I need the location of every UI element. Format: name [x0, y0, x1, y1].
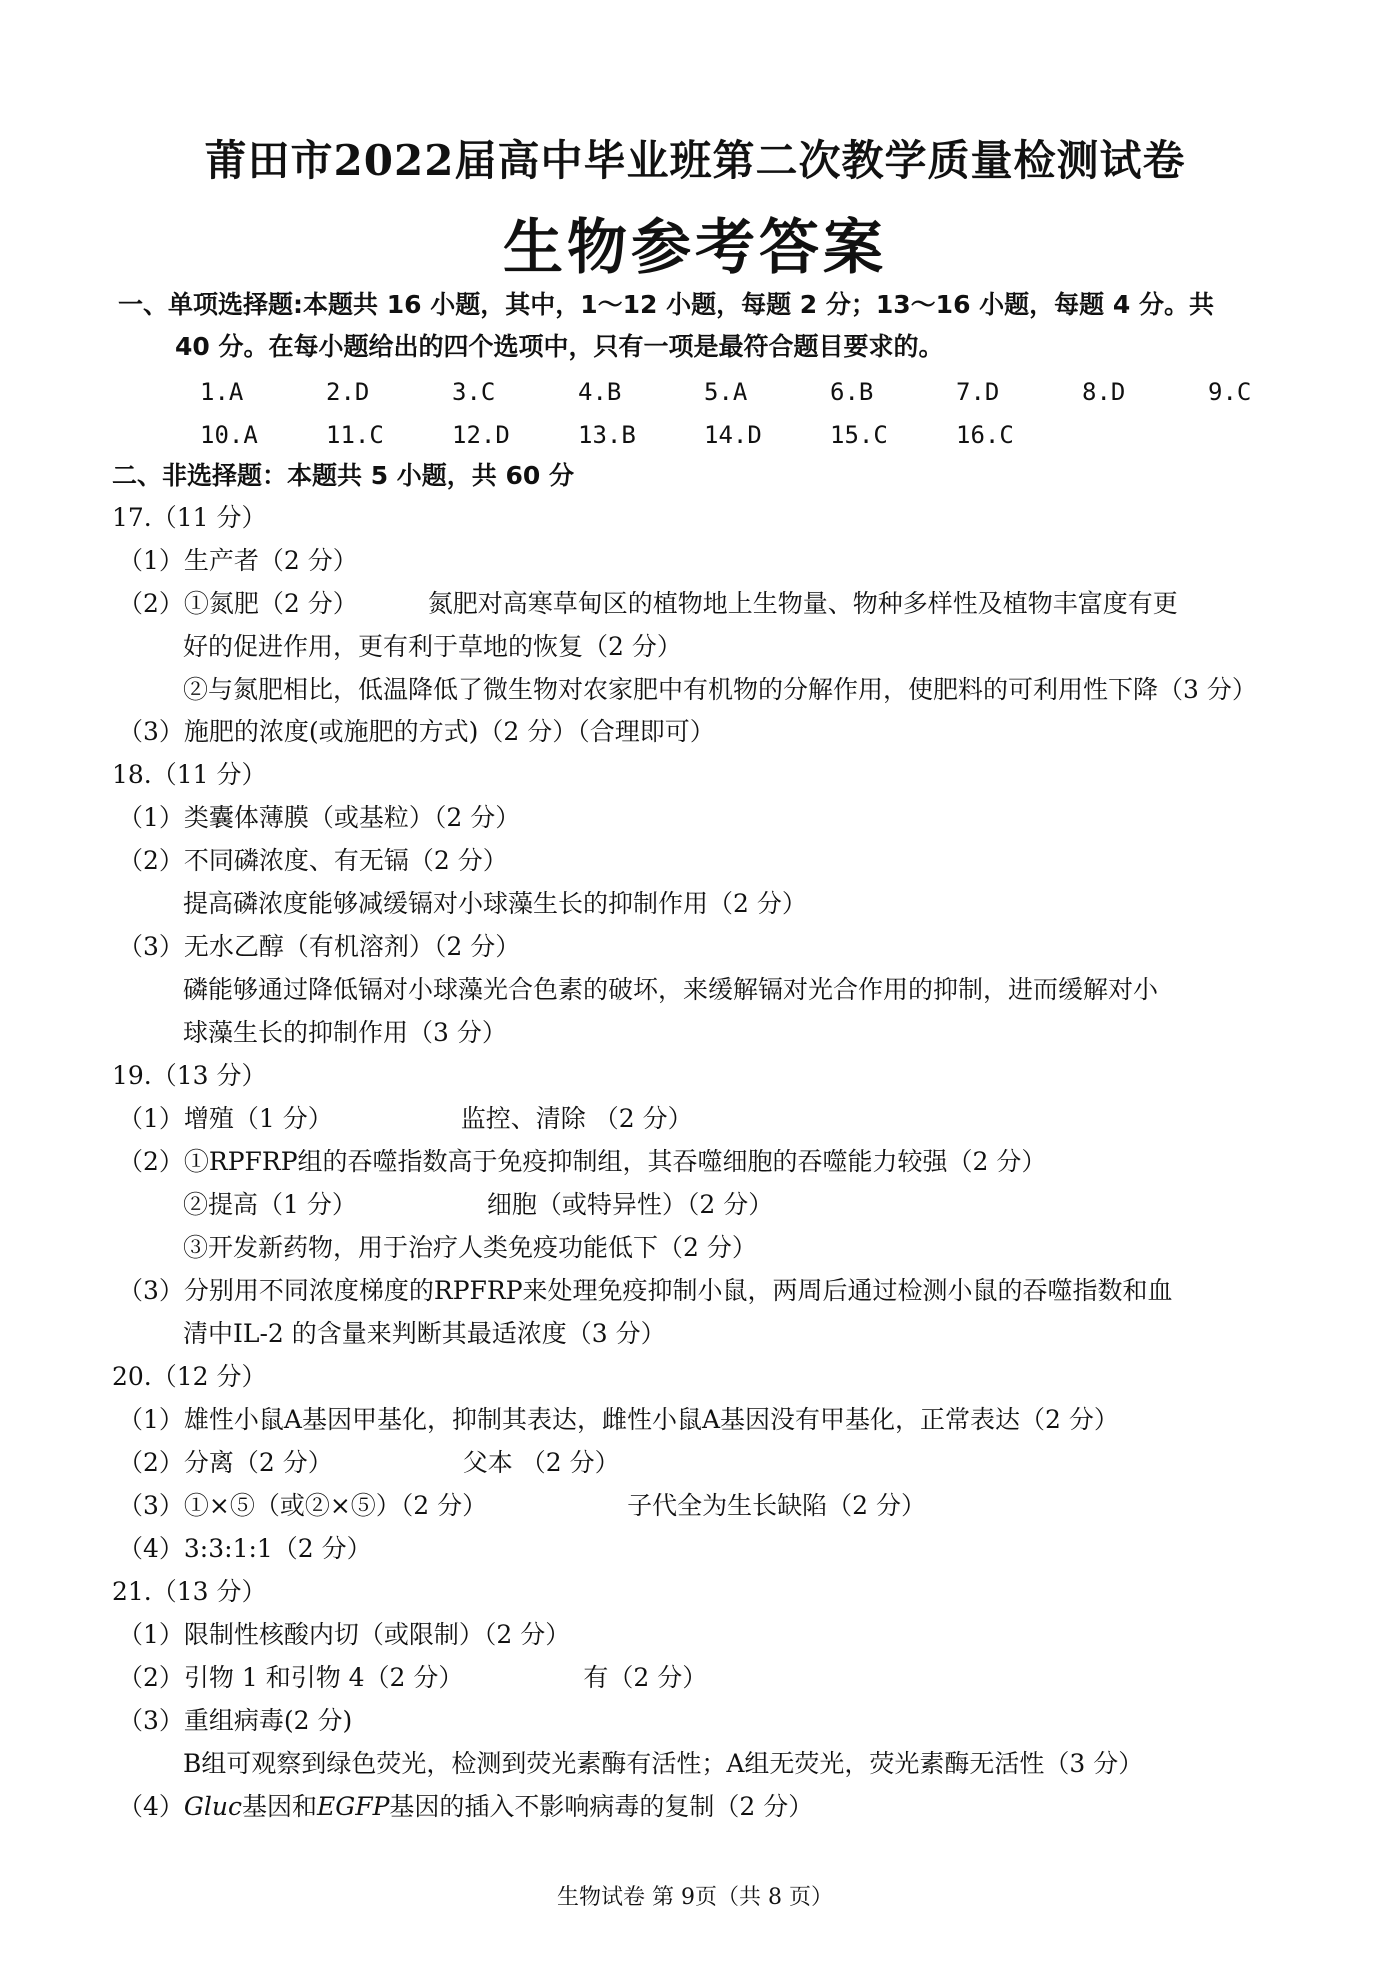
mcq-answer: 2.D: [326, 378, 370, 406]
section1-heading: [118, 284, 1278, 368]
q20-part3-answer-b: 子代全为生长缺陷（2 分）: [627, 1491, 927, 1520]
q21-part4-suffix: 基因的插入不影响病毒的复制（2 分）: [389, 1792, 814, 1821]
q19-part2-line1: （2）①RPFRP组的吞噬指数高于免疫抑制组，其吞噬细胞的吞噬能力较强（2 分）: [118, 1147, 1047, 1176]
q18-part3-line1: （3）无水乙醇（有机溶剂）（2 分）: [118, 932, 521, 961]
q20-part4: （4）3:3:1:1（2 分）: [118, 1534, 372, 1563]
mcq-answer: 16.C: [956, 421, 1014, 449]
q21-part4-mid: 基因和: [241, 1792, 317, 1821]
section1-heading-line1: 一、单项选择题:本题共 16 小题，其中，1～12 小题，每题 2 分；13～16 小题，每题 4 分。共: [118, 290, 1214, 319]
q17-heading: 17.（11 分）: [112, 503, 267, 532]
q17-part2-line1: [118, 583, 1178, 625]
gene-name-egfp: EGFP: [317, 1792, 390, 1821]
mcq-answer: 15.C: [830, 421, 888, 449]
mcq-answers-row1: [200, 378, 1334, 406]
q18-part3-line3: 球藻生长的抑制作用（3 分）: [183, 1018, 507, 1047]
page-footer: 生物试卷 第 9页（共 8 页）: [557, 1885, 833, 1910]
mcq-answer: 9.C: [1208, 378, 1252, 406]
mcq-answer: 6.B: [830, 378, 874, 406]
mcq-answers-row2: [200, 421, 1082, 449]
q18-part1: （1）类囊体薄膜（或基粒）（2 分）: [118, 803, 521, 832]
q19-heading: 19.（13 分）: [112, 1061, 267, 1090]
q18-part2-line2: 提高磷浓度能够减缓镉对小球藻生长的抑制作用（2 分）: [183, 889, 807, 918]
q18-part2-line1: （2）不同磷浓度、有无镉（2 分）: [118, 846, 508, 875]
section1-heading-line2: 40 分。在每小题给出的四个选项中，只有一项是最符合题目要求的。: [175, 332, 944, 361]
q20-part2-answer-a: （2）分离（2 分）: [118, 1448, 333, 1477]
q21-part3-line1: （3）重组病毒(2 分): [118, 1706, 353, 1735]
q20-heading: 20.（12 分）: [112, 1362, 267, 1391]
mcq-answer: 7.D: [956, 378, 1000, 406]
mcq-answer: 5.A: [704, 378, 748, 406]
q19-part3-line2: 清中IL-2 的含量来判断其最适浓度（3 分）: [183, 1319, 666, 1348]
q21-part2-answer-a: （2）引物 1 和引物 4（2 分）: [118, 1663, 464, 1692]
exam-title: 莆田市2022届高中毕业班第二次教学质量检测试卷: [204, 136, 1186, 185]
mcq-answer: 1.A: [200, 378, 244, 406]
answer-key-title: 生物参考答案: [503, 213, 887, 283]
q20-part2-answer-b: 父本 （2 分）: [462, 1448, 620, 1477]
q17-part2-answer-b: 氮肥对高寒草甸区的植物地上生物量、物种多样性及植物丰富度有更: [427, 589, 1178, 618]
q17-part2-answer-a: （2）①氮肥（2 分）: [118, 589, 358, 618]
q20-part3-answer-a: （3）①×⑤（或②×⑤）（2 分）: [118, 1491, 488, 1520]
q20-part3: [118, 1485, 926, 1527]
q17-part3: （3）施肥的浓度(或施肥的方式)（2 分）（合理即可）: [118, 717, 715, 746]
mcq-answer: 11.C: [326, 421, 384, 449]
q19-part1-answer-a: （1）增殖（1 分）: [118, 1104, 333, 1133]
q19-part1: [118, 1098, 693, 1140]
q21-part2: [118, 1657, 707, 1699]
q19-part2-answer-b1: ②提高（1 分）: [183, 1190, 357, 1219]
q21-part1: （1）限制性核酸内切（或限制）（2 分）: [118, 1620, 571, 1649]
q19-part2-line3: ③开发新药物，用于治疗人类免疫功能低下（2 分）: [183, 1233, 757, 1262]
mcq-answer: 4.B: [578, 378, 622, 406]
q21-heading: 21.（13 分）: [112, 1577, 267, 1606]
mcq-answer: 10.A: [200, 421, 258, 449]
q19-part2-answer-b2: 细胞（或特异性）（2 分）: [486, 1190, 774, 1219]
q21-part3-line2: B组可观察到绿色荧光，检测到荧光素酶有活性；A组无荧光，荧光素酶无活性（3 分）: [183, 1749, 1144, 1778]
section2-heading: 二、非选择题：本题共 5 小题，共 60 分: [112, 461, 575, 490]
mcq-answer: 13.B: [578, 421, 636, 449]
q20-part1: （1）雄性小鼠A基因甲基化，抑制其表达，雌性小鼠A基因没有甲基化，正常表达（2 分）: [118, 1405, 1119, 1434]
q17-part1: （1）生产者（2 分）: [118, 546, 358, 575]
q18-heading: 18.（11 分）: [112, 760, 267, 789]
mcq-answer: 8.D: [1082, 378, 1126, 406]
q17-part2-line3: ②与氮肥相比，低温降低了微生物对农家肥中有机物的分解作用，使肥料的可利用性下降（3 分）: [183, 675, 1257, 704]
mcq-answer: 14.D: [704, 421, 762, 449]
mcq-answer: 12.D: [452, 421, 510, 449]
q21-part2-answer-b: 有（2 分）: [583, 1663, 708, 1692]
q21-part4: [118, 1786, 813, 1828]
q20-part2: [118, 1442, 620, 1484]
q19-part3-line1: （3）分别用不同浓度梯度的RPFRP来处理免疫抑制小鼠，两周后通过检测小鼠的吞噬指数和血: [118, 1276, 1173, 1305]
mcq-answer: 3.C: [452, 378, 496, 406]
q19-part1-answer-b: 监控、清除 （2 分）: [460, 1104, 693, 1133]
q18-part3-line2: 磷能够通过降低镉对小球藻光合色素的破坏，来缓解镉对光合作用的抑制，进而缓解对小: [183, 975, 1159, 1004]
gene-name-gluc: Gluc: [183, 1792, 242, 1821]
q19-part2-line2: [183, 1184, 773, 1226]
q21-part4-prefix: （4）: [118, 1792, 184, 1821]
q17-part2-line2: 好的促进作用，更有利于草地的恢复（2 分）: [183, 632, 682, 661]
